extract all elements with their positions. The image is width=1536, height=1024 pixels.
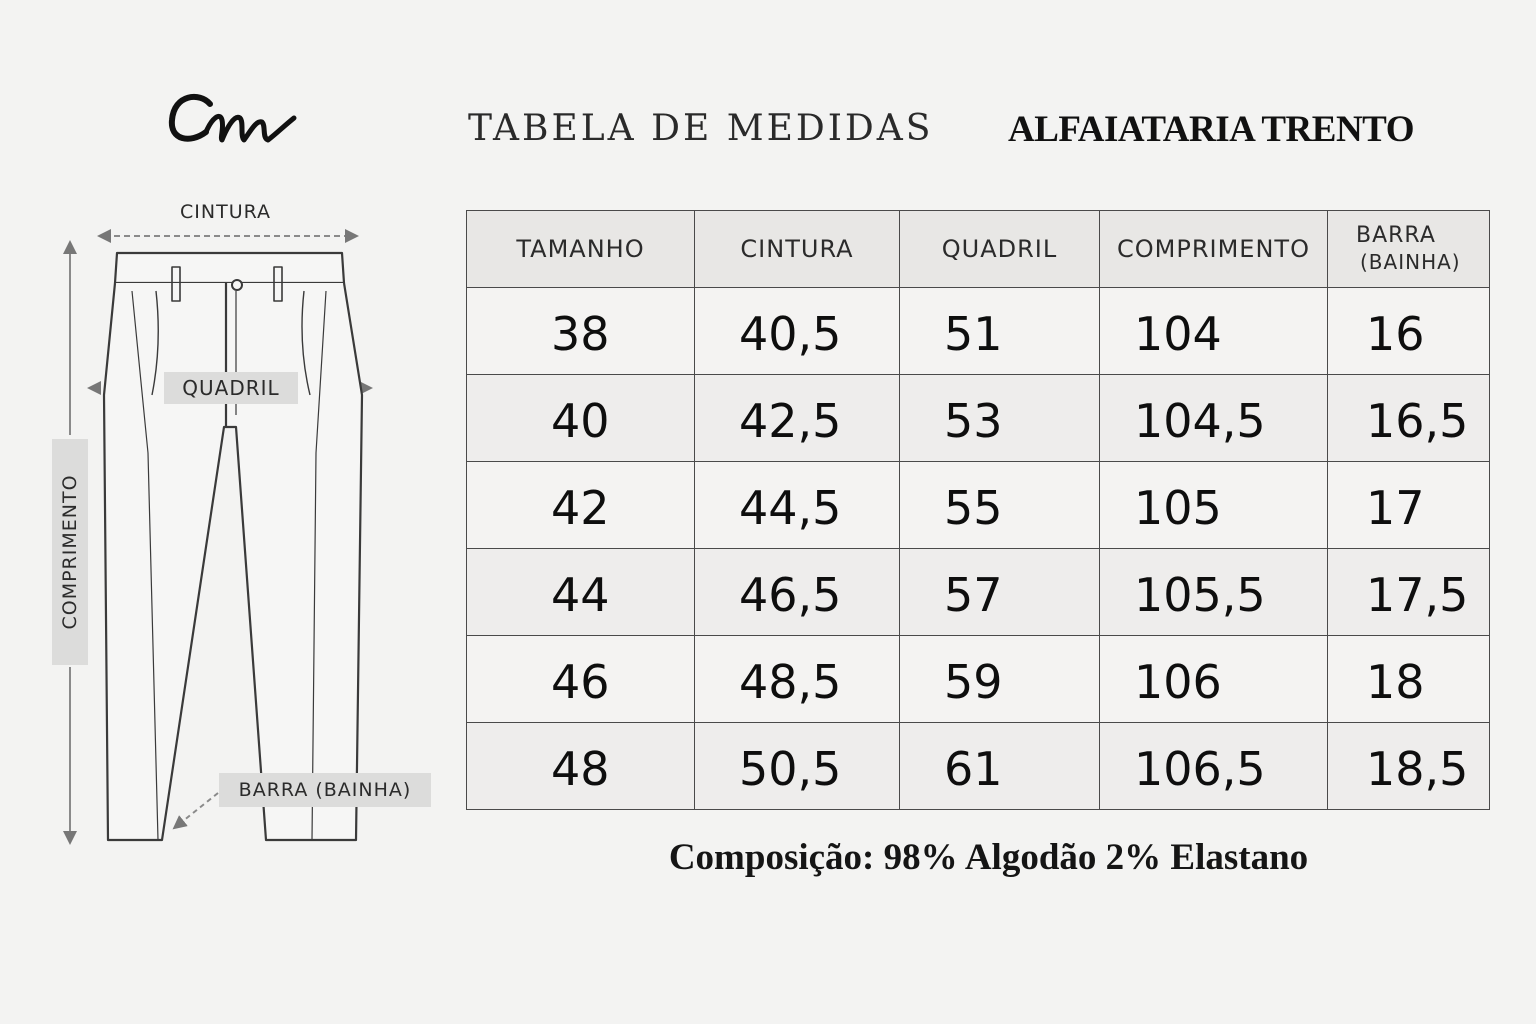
table-body (467, 288, 1490, 810)
table-header-row (467, 211, 1490, 288)
table-row (467, 723, 1490, 810)
hip-label: QUADRIL (164, 372, 298, 404)
cell-hem: 18,5 (1328, 723, 1490, 810)
cell-waist: 44,5 (695, 462, 900, 549)
cell-length: 104,5 (1100, 375, 1328, 462)
header-length: COMPRIMENTO (1100, 211, 1328, 288)
header-size: TAMANHO (467, 211, 695, 288)
cell-waist: 50,5 (695, 723, 900, 810)
waist-label: CINTURA (180, 201, 272, 223)
cell-hip: 51 (900, 288, 1100, 375)
length-label: COMPRIMENTO (59, 474, 81, 630)
cell-length: 106 (1100, 636, 1328, 723)
cell-size: 42 (467, 462, 695, 549)
table-row (467, 636, 1490, 723)
cell-length: 105 (1100, 462, 1328, 549)
table-header (467, 211, 1490, 288)
header-hem-label: BARRA (1356, 223, 1436, 248)
cell-hem: 16,5 (1328, 375, 1490, 462)
cell-length: 105,5 (1100, 549, 1328, 636)
hem-label: BARRA (BAINHA) (219, 773, 431, 807)
cell-size: 48 (467, 723, 695, 810)
cell-length: 106,5 (1100, 723, 1328, 810)
cell-length: 104 (1100, 288, 1328, 375)
cell-size: 40 (467, 375, 695, 462)
brand-logo (160, 78, 310, 168)
cell-waist: 40,5 (695, 288, 900, 375)
size-table (466, 210, 1490, 810)
header-waist: CINTURA (695, 211, 900, 288)
cell-hem: 16 (1328, 288, 1490, 375)
cell-hem: 17,5 (1328, 549, 1490, 636)
table-row (467, 375, 1490, 462)
header-hem-sub: (BAINHA) (1360, 250, 1461, 274)
trousers-drawing (40, 195, 470, 855)
header-hem (1328, 211, 1490, 288)
cell-size: 44 (467, 549, 695, 636)
table-row (467, 549, 1490, 636)
store-name: ALFAIATARIA TRENTO (1008, 109, 1414, 150)
fabric-composition: Composição: 98% Algodão 2% Elastano (668, 837, 1309, 878)
cell-waist: 46,5 (695, 549, 900, 636)
cell-hip: 59 (900, 636, 1100, 723)
trousers-diagram (40, 195, 470, 855)
cell-waist: 48,5 (695, 636, 900, 723)
length-label-box (52, 439, 88, 665)
cell-hip: 53 (900, 375, 1100, 462)
cell-size: 46 (467, 636, 695, 723)
cell-hem: 17 (1328, 462, 1490, 549)
cell-hip: 55 (900, 462, 1100, 549)
cell-hem: 18 (1328, 636, 1490, 723)
cell-hip: 57 (900, 549, 1100, 636)
page-title (468, 104, 1508, 160)
chart-title: TABELA DE MEDIDAS (468, 108, 934, 149)
cell-hip: 61 (900, 723, 1100, 810)
cell-size: 38 (467, 288, 695, 375)
header-hip: QUADRIL (900, 211, 1100, 288)
cell-waist: 42,5 (695, 375, 900, 462)
table-row (467, 288, 1490, 375)
table-row (467, 462, 1490, 549)
